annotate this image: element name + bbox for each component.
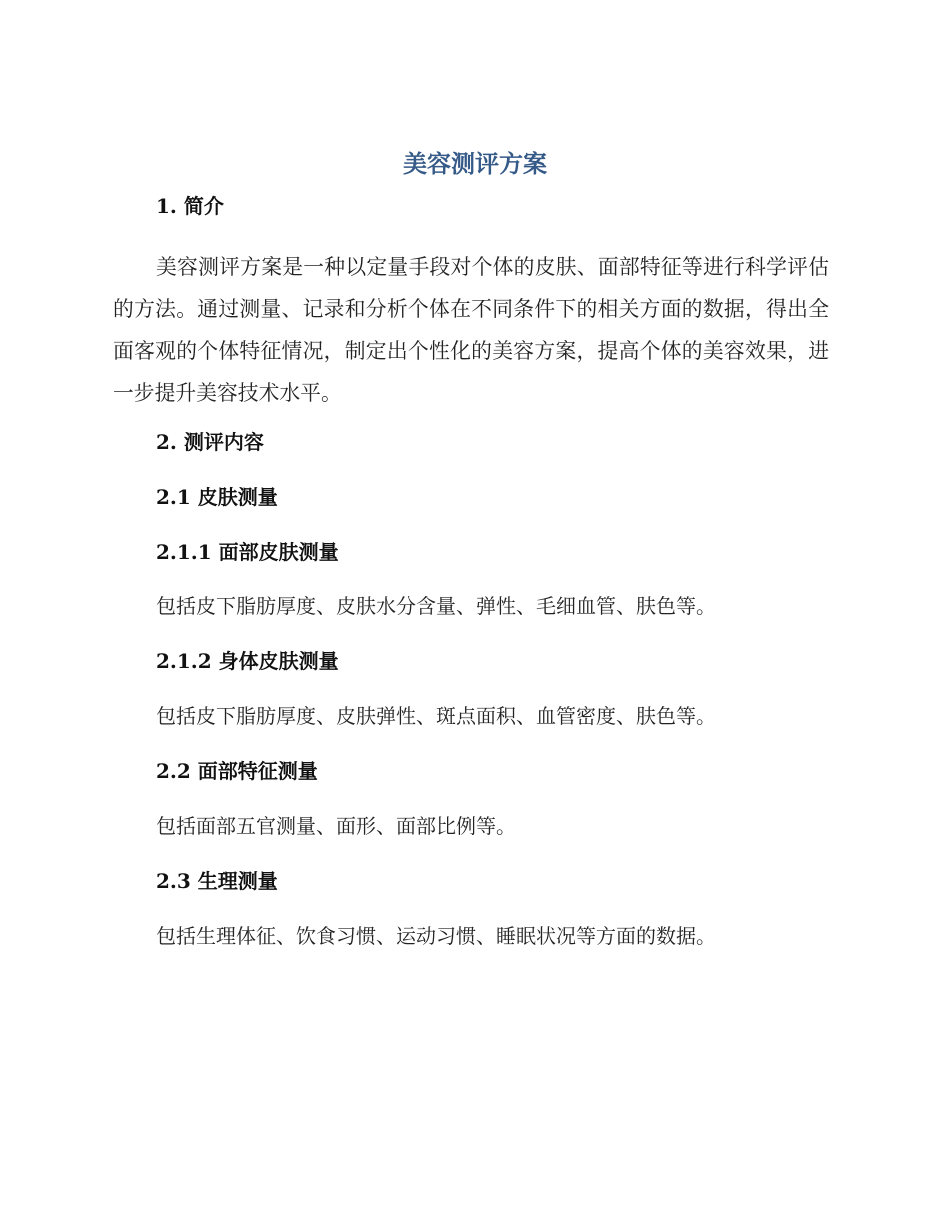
document-title: 美容测评方案	[403, 150, 547, 178]
physiology-text: 包括生理体征、饮食习惯、运动习惯、睡眠状况等方面的数据。	[156, 924, 716, 948]
section-heading-contents: 2. 测评内容	[156, 430, 264, 454]
intro-paragraph: 美容测评方案是一种以定量手段对个体的皮肤、面部特征等进行科学评估的方法。通过测量、记录和分析个体在不同条件下的相关方面的数据，得出全面客观的个体特征情况，制定出个性化的美容方案，提高个体的美容效果，进一步提升美容技术水平。	[113, 255, 829, 405]
section-heading-intro: 1. 简介	[156, 194, 224, 218]
facial-features-text: 包括面部五官测量、面形、面部比例等。	[156, 814, 516, 838]
face-skin-text: 包括皮下脂肪厚度、皮肤水分含量、弹性、毛细血管、肤色等。	[156, 594, 716, 618]
subsection-heading-physiology: 2.3 生理测量	[156, 869, 278, 893]
subsection-heading-facial-features: 2.2 面部特征测量	[156, 759, 318, 783]
subsection-heading-face-skin: 2.1.1 面部皮肤测量	[156, 540, 339, 564]
subsection-heading-body-skin: 2.1.2 身体皮肤测量	[156, 649, 339, 673]
body-skin-text: 包括皮下脂肪厚度、皮肤弹性、斑点面积、血管密度、肤色等。	[156, 704, 716, 728]
subsection-heading-skin: 2.1 皮肤测量	[156, 485, 278, 509]
